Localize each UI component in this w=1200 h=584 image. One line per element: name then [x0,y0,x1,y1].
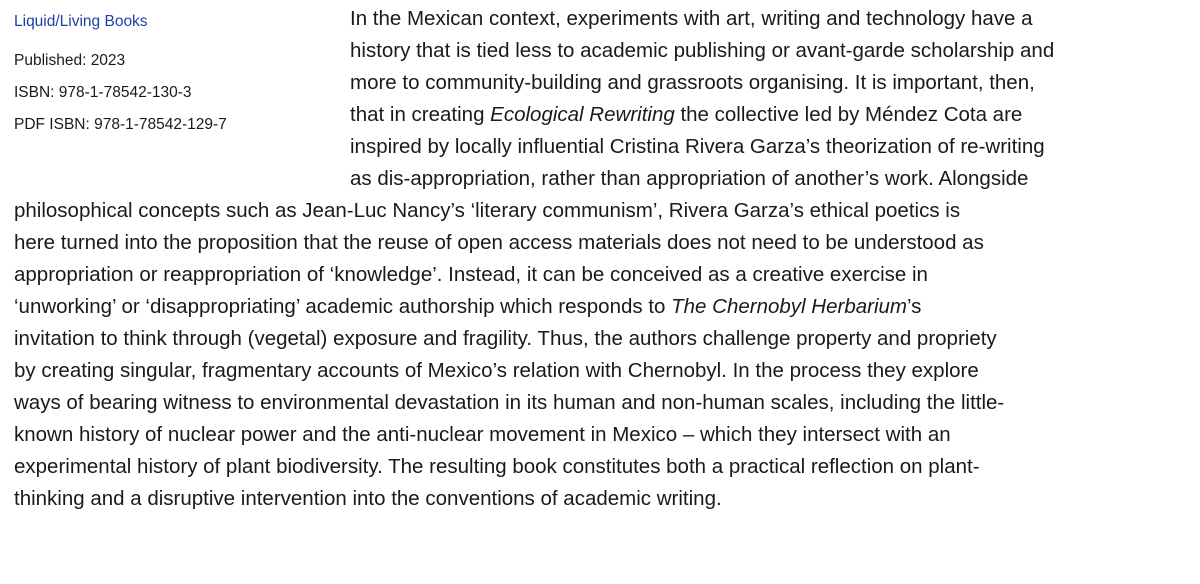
published-date: Published: 2023 [14,52,126,69]
description-line: invitation to think through (vegetal) exposure and fragility. Thus, the authors challenge property and propriety [14,327,997,350]
series-link[interactable]: Liquid/Living Books [14,13,148,30]
description-line: In the Mexican context, experiments with art, writing and technology have a [350,7,1033,30]
description-line: here turned into the proposition that the reuse of open access materials does not need to be understood as [14,231,984,254]
description-line: experimental history of plant biodiversity. The resulting book constitutes both a practical reflection on plant- [14,455,980,478]
description-line: philosophical concepts such as Jean-Luc Nancy’s ‘literary communism’, Rivera Garza’s ethical poetics is [14,199,961,222]
description-line: that in creating Ecological Rewriting the collective led by Méndez Cota are [350,103,1023,126]
description-line: known history of nuclear power and the anti-nuclear movement in Mexico – which they intersect with an [14,423,951,446]
description-line: ‘unworking’ or ‘disappropriating’ academic authorship which responds to The Chernobyl Herbarium’s [14,295,922,318]
book-title-emphasis: Ecological Rewriting [490,103,675,126]
book-metadata [14,12,334,147]
description-line: more to community-building and grassroots organising. It is important, then, [350,71,1035,94]
description-line: appropriation or reappropriation of ‘knowledge’. Instead, it can be conceived as a creative exercise in [14,263,928,286]
pdf-isbn: PDF ISBN: 978-1-78542-129-7 [14,116,227,133]
description-line: inspired by locally influential Cristina Rivera Garza’s theorization of re-writing [350,135,1045,158]
description-line: as dis-appropriation, rather than appropriation of another’s work. Alongside [350,167,1029,190]
description-line: history that is tied less to academic publishing or avant-garde scholarship and [350,39,1055,62]
description-line: thinking and a disruptive intervention into the conventions of academic writing. [14,487,722,510]
description-line: ways of bearing witness to environmental devastation in its human and non-human scales, including the little- [14,391,1005,414]
isbn: ISBN: 978-1-78542-130-3 [14,84,192,101]
referenced-title-emphasis: The Chernobyl Herbarium [671,295,907,318]
description-line: by creating singular, fragmentary accounts of Mexico’s relation with Chernobyl. In the process they explore [14,359,979,382]
